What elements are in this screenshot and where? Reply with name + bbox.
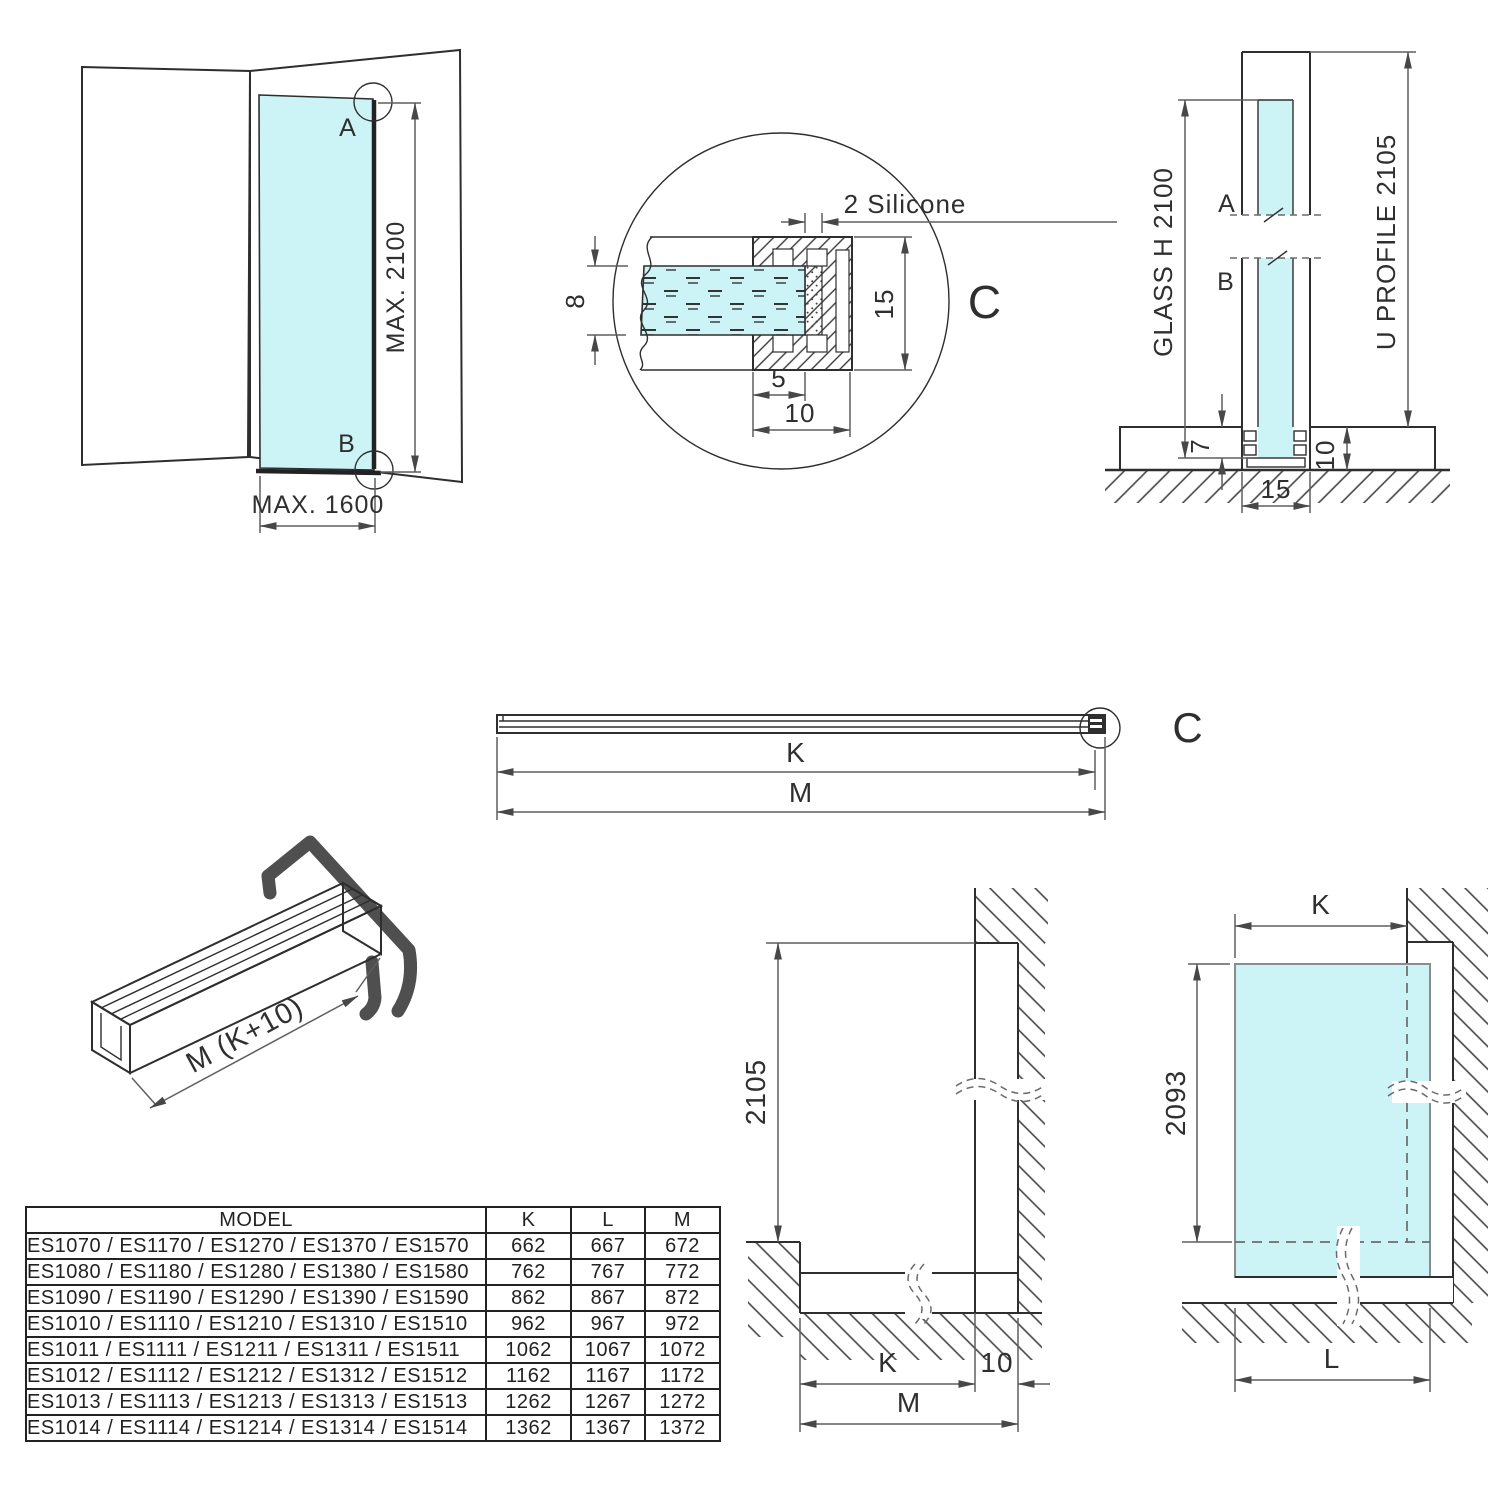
header-l: L <box>571 1207 645 1233</box>
cell-l: 1167 <box>571 1363 645 1389</box>
cell-model: ES1014 / ES1114 / ES1214 / ES1314 / ES1514 <box>26 1415 486 1441</box>
bar-label-c: C <box>1172 704 1204 751</box>
table-header-row <box>26 1207 720 1233</box>
table-row <box>26 1259 720 1285</box>
bar-dim-k: K <box>786 737 806 768</box>
dim-7: 7 <box>1185 438 1215 454</box>
elev-right-dim-l: L <box>1323 1343 1341 1374</box>
dim-profile-height: 15 <box>869 288 899 320</box>
cell-m: 1172 <box>645 1363 720 1389</box>
perspective-view <box>82 50 462 533</box>
table-row <box>26 1415 720 1441</box>
header-m: M <box>645 1207 720 1233</box>
bar-dim-m: M <box>788 777 814 808</box>
cell-l: 667 <box>571 1233 645 1259</box>
cell-m: 1272 <box>645 1389 720 1415</box>
table-row <box>26 1285 720 1311</box>
dim-15: 15 <box>1260 474 1292 504</box>
elev-right-dim-k: K <box>1311 889 1331 920</box>
cell-l: 867 <box>571 1285 645 1311</box>
vertical-section-view <box>1105 52 1450 513</box>
cell-k: 662 <box>486 1233 571 1259</box>
dim-10: 10 <box>1310 439 1340 471</box>
dim-max-width: MAX. 1600 <box>251 491 385 519</box>
cell-l: 1267 <box>571 1389 645 1415</box>
cell-l: 1367 <box>571 1415 645 1441</box>
dim-max-height: MAX. 2100 <box>382 220 410 354</box>
label-b: B <box>338 430 356 458</box>
section-label-a: A <box>1218 190 1236 218</box>
cell-k: 962 <box>486 1311 571 1337</box>
dim-outer-depth: 10 <box>784 398 816 428</box>
header-k: K <box>486 1207 571 1233</box>
cell-m: 872 <box>645 1285 720 1311</box>
cell-model: ES1010 / ES1110 / ES1210 / ES1310 / ES1510 <box>26 1311 486 1337</box>
label-a: A <box>339 114 357 142</box>
cell-k: 1262 <box>486 1389 571 1415</box>
table-row <box>26 1337 720 1363</box>
elevation-glass-view <box>1160 888 1488 1392</box>
detail-c-view <box>560 133 1117 469</box>
elev-right-dim-height: 2093 <box>1160 1069 1191 1137</box>
cell-m: 1072 <box>645 1337 720 1363</box>
elev-mid-dim-k: K <box>878 1347 898 1378</box>
cell-l: 767 <box>571 1259 645 1285</box>
cell-k: 862 <box>486 1285 571 1311</box>
cell-model: ES1070 / ES1170 / ES1270 / ES1370 / ES1570 <box>26 1233 486 1259</box>
cell-m: 1372 <box>645 1415 720 1441</box>
model-spec-table <box>25 1206 721 1442</box>
cell-model: ES1011 / ES1111 / ES1211 / ES1311 / ES1511 <box>26 1337 486 1363</box>
isometric-profile-view <box>92 842 411 1108</box>
cell-m: 672 <box>645 1233 720 1259</box>
header-model: MODEL <box>26 1207 486 1233</box>
detail-label-c: C <box>967 276 1003 328</box>
elev-mid-dim-10: 10 <box>980 1347 1014 1378</box>
cell-k: 1362 <box>486 1415 571 1441</box>
dim-glass-height: GLASS H 2100 <box>1148 167 1178 357</box>
dim-silicone: 2 Silicone <box>843 189 967 219</box>
cell-k: 1062 <box>486 1337 571 1363</box>
cell-model: ES1012 / ES1112 / ES1212 / ES1312 / ES1512 <box>26 1363 486 1389</box>
cell-l: 1067 <box>571 1337 645 1363</box>
cell-k: 762 <box>486 1259 571 1285</box>
cell-m: 772 <box>645 1259 720 1285</box>
table-row <box>26 1389 720 1415</box>
table-row <box>26 1233 720 1259</box>
cell-model: ES1013 / ES1113 / ES1213 / ES1313 / ES1513 <box>26 1389 486 1415</box>
elev-mid-dim-height: 2105 <box>740 1058 771 1126</box>
profile-top-view <box>497 704 1204 820</box>
iso-dim: M (K+10) <box>181 990 309 1080</box>
cell-model: ES1090 / ES1190 / ES1290 / ES1390 / ES1590 <box>26 1285 486 1311</box>
dim-glass-thickness: 8 <box>560 293 590 309</box>
dim-inner-depth: 5 <box>771 363 787 393</box>
elevation-wall-view <box>740 888 1060 1432</box>
cell-m: 972 <box>645 1311 720 1337</box>
dim-uprofile-height: U PROFILE 2105 <box>1371 133 1401 351</box>
table-row <box>26 1363 720 1389</box>
cell-k: 1162 <box>486 1363 571 1389</box>
table-row <box>26 1311 720 1337</box>
section-label-b: B <box>1217 268 1235 296</box>
cell-model: ES1080 / ES1180 / ES1280 / ES1380 / ES1580 <box>26 1259 486 1285</box>
elev-mid-dim-m: M <box>896 1387 922 1418</box>
cell-l: 967 <box>571 1311 645 1337</box>
